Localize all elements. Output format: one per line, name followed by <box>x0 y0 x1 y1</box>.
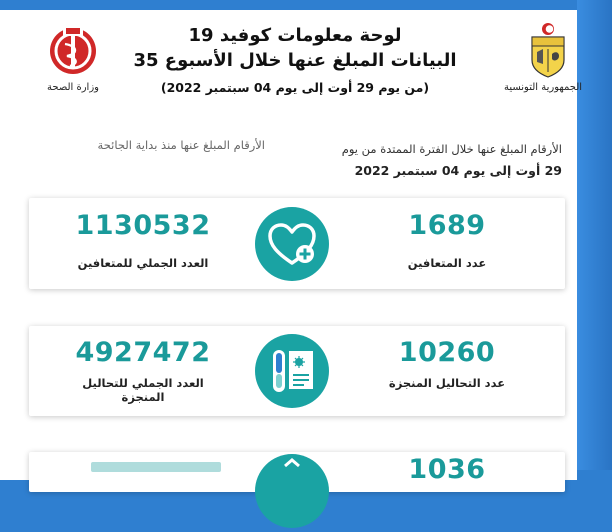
total-recoveries-label: العدد الجملي للمتعافين <box>77 256 209 270</box>
page-subtitle: البيانات المبلغ عنها خلال الأسبوع 35 <box>133 50 457 71</box>
third-weekly-value: 1036 <box>408 454 486 485</box>
title-block <box>130 24 460 100</box>
tests-card <box>29 326 565 416</box>
third-card <box>29 452 565 492</box>
lab-test-icon <box>255 334 329 408</box>
tests-icon-badge <box>255 334 329 408</box>
recoveries-card <box>29 198 565 289</box>
period-heading-line2: 29 أوت إلى يوم 04 سبتمبر 2022 <box>354 163 562 178</box>
total-recoveries-value: 1130532 <box>75 210 211 241</box>
date-range: (من يوم 29 أوت إلى يوم 04 سبتمبر 2022) <box>160 80 430 95</box>
ministry-of-health-logo-icon <box>48 26 98 76</box>
total-tests-label: العدد الجملي للتحاليل المنجزة <box>82 376 204 404</box>
weekly-recoveries-label: عدد المتعافين <box>407 256 487 270</box>
republic-label: الجمهورية التونسية <box>503 82 583 93</box>
partial-icon <box>255 454 329 528</box>
cumulative-column-heading: الأرقام المبلغ عنها منذ بداية الجائحة <box>97 138 265 152</box>
period-heading-line1: الأرقام المبلغ عنها خلال الفترة الممتدة من يوم <box>341 142 562 156</box>
third-icon-badge <box>255 454 329 528</box>
weekly-tests-value: 10260 <box>398 337 496 368</box>
period-column-heading <box>300 138 562 182</box>
side-stripe <box>577 0 612 470</box>
weekly-recoveries-value: 1689 <box>408 210 486 241</box>
total-tests-value: 4927472 <box>75 337 211 368</box>
recoveries-icon-badge <box>255 207 329 281</box>
coat-of-arms-icon <box>525 22 571 78</box>
weekly-tests-label: عدد التحاليل المنجزة <box>388 376 506 390</box>
ministry-label: وزارة الصحة <box>47 82 99 93</box>
page-title: لوحة معلومات كوفيد 19 <box>188 25 402 46</box>
heart-plus-icon <box>255 207 329 281</box>
dashboard-header <box>20 0 583 110</box>
third-total-value-partial <box>91 458 221 474</box>
